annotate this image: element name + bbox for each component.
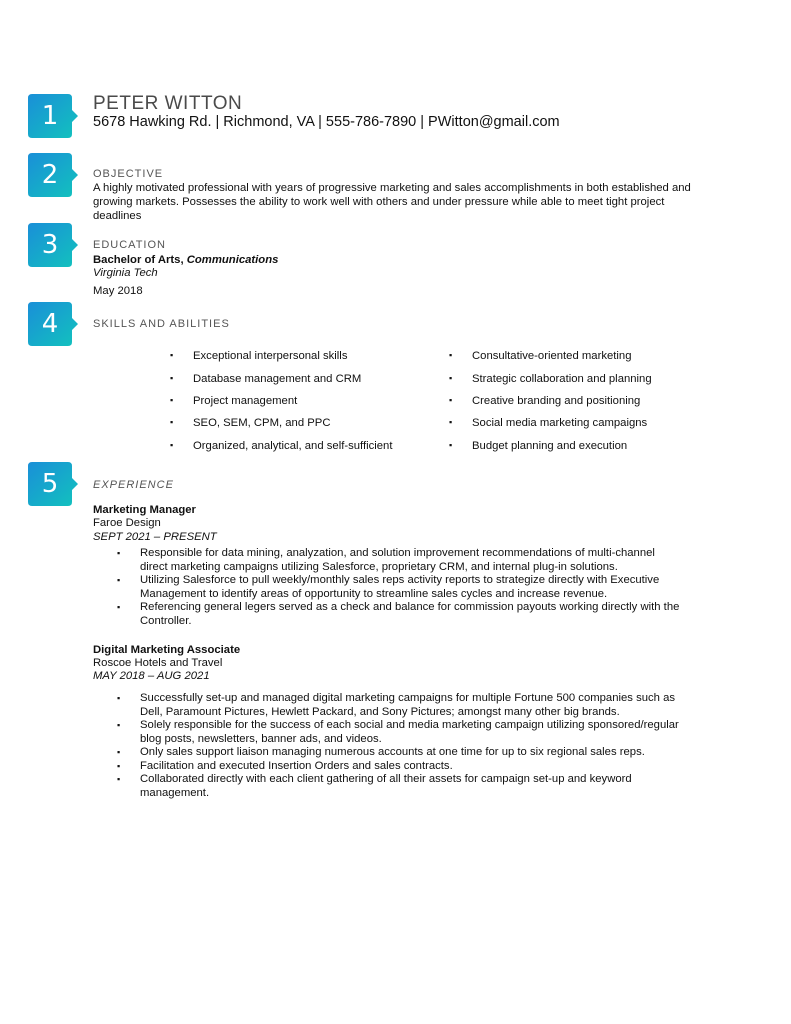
badge-number: 4 (41, 309, 59, 339)
skill-item: ▪ Organized, analytical, and self-sufficient (193, 440, 392, 452)
badge-number: 2 (41, 160, 59, 190)
candidate-name: PETER WITTON (93, 93, 243, 114)
skill-item: ▪ Consultative-oriented marketing (472, 350, 632, 362)
badge-number: 5 (41, 469, 59, 499)
section-badge-3 (28, 223, 78, 267)
skill-item: ▪ Budget planning and execution (472, 440, 627, 452)
job-title: Digital Marketing Associate (93, 644, 241, 656)
skill-item: ▪ Project management (193, 395, 297, 407)
graduation-date: May 2018 (93, 285, 143, 297)
badge-number: 1 (41, 101, 59, 131)
job-title: Marketing Manager (93, 504, 196, 516)
job-bullet: ▪ Solely responsible for the success of each social and media marketing campaign utilizing sponsored/regular blog posts, newsletters, banner ads, and videos. (140, 719, 685, 746)
skill-item: ▪ Creative branding and positioning (472, 395, 640, 407)
badge-number: 3 (41, 230, 59, 260)
contact-line: 5678 Hawking Rd. | Richmond, VA | 555-786-7890 | PWitton@gmail.com (93, 114, 560, 130)
degree-name: Bachelor of Arts, (93, 254, 187, 266)
experience-heading: EXPERIENCE (93, 479, 174, 491)
education-heading: EDUCATION (93, 239, 166, 251)
job-company: Roscoe Hotels and Travel (93, 657, 223, 669)
job-bullet: ▪ Successfully set-up and managed digital marketing campaigns for multiple Fortune 500 companies such as Dell, Paramount Pictures, Hewlett Packard, and Sony Pictures; amongst many other big brands. (140, 692, 685, 719)
job-company: Faroe Design (93, 517, 161, 529)
section-badge-1 (28, 94, 78, 138)
degree-major: Communications (186, 254, 279, 266)
skill-item: ▪ SEO, SEM, CPM, and PPC (193, 417, 331, 429)
skill-item: ▪ Strategic collaboration and planning (472, 373, 652, 385)
job-bullet: ▪ Only sales support liaison managing numerous accounts at one time for up to six regional sales reps. (140, 746, 685, 760)
job-bullet: ▪ Utilizing Salesforce to pull weekly/monthly sales reps activity reports to strategize directly with Executive Management to identify areas of opportunity to streamline sales cycles and increase revenue. (140, 574, 685, 601)
job-bullet: ▪ Referencing general legers served as a check and balance for commission payouts working directly with the Controller. (140, 601, 685, 628)
job-bullet: ▪ Facilitation and executed Insertion Orders and sales contracts. (140, 760, 685, 774)
job-bullets (140, 547, 685, 628)
section-badge-4 (28, 302, 78, 346)
job-bullet: ▪ Collaborated directly with each client gathering of all their assets for campaign set-up and keyword management. (140, 773, 685, 800)
skill-item: ▪ Database management and CRM (193, 373, 361, 385)
skill-item: ▪ Social media marketing campaigns (472, 417, 647, 429)
section-badge-5 (28, 462, 78, 506)
objective-heading: OBJECTIVE (93, 168, 164, 180)
job-bullets (140, 692, 685, 800)
section-badge-2 (28, 153, 78, 197)
degree (93, 253, 278, 267)
objective-text: A highly motivated professional with years of progressive marketing and sales accomplishments in both established and growing markets. Possesses the ability to work well with others and under pressure while able to meet tight project deadlines (93, 182, 691, 222)
job-bullet: ▪ Responsible for data mining, analyzation, and solution improvement recommendations of multi-channel direct marketing campaigns utilizing Salesforce, proprietary CRM, and internal plug-in solutions. (140, 547, 685, 574)
skills-heading: SKILLS AND ABILITIES (93, 318, 230, 330)
job-dates: SEPT 2021 – PRESENT (93, 531, 217, 543)
skill-item: ▪ Exceptional interpersonal skills (193, 350, 347, 362)
school-name: Virginia Tech (93, 267, 158, 279)
job-dates: MAY 2018 – AUG 2021 (93, 670, 210, 682)
